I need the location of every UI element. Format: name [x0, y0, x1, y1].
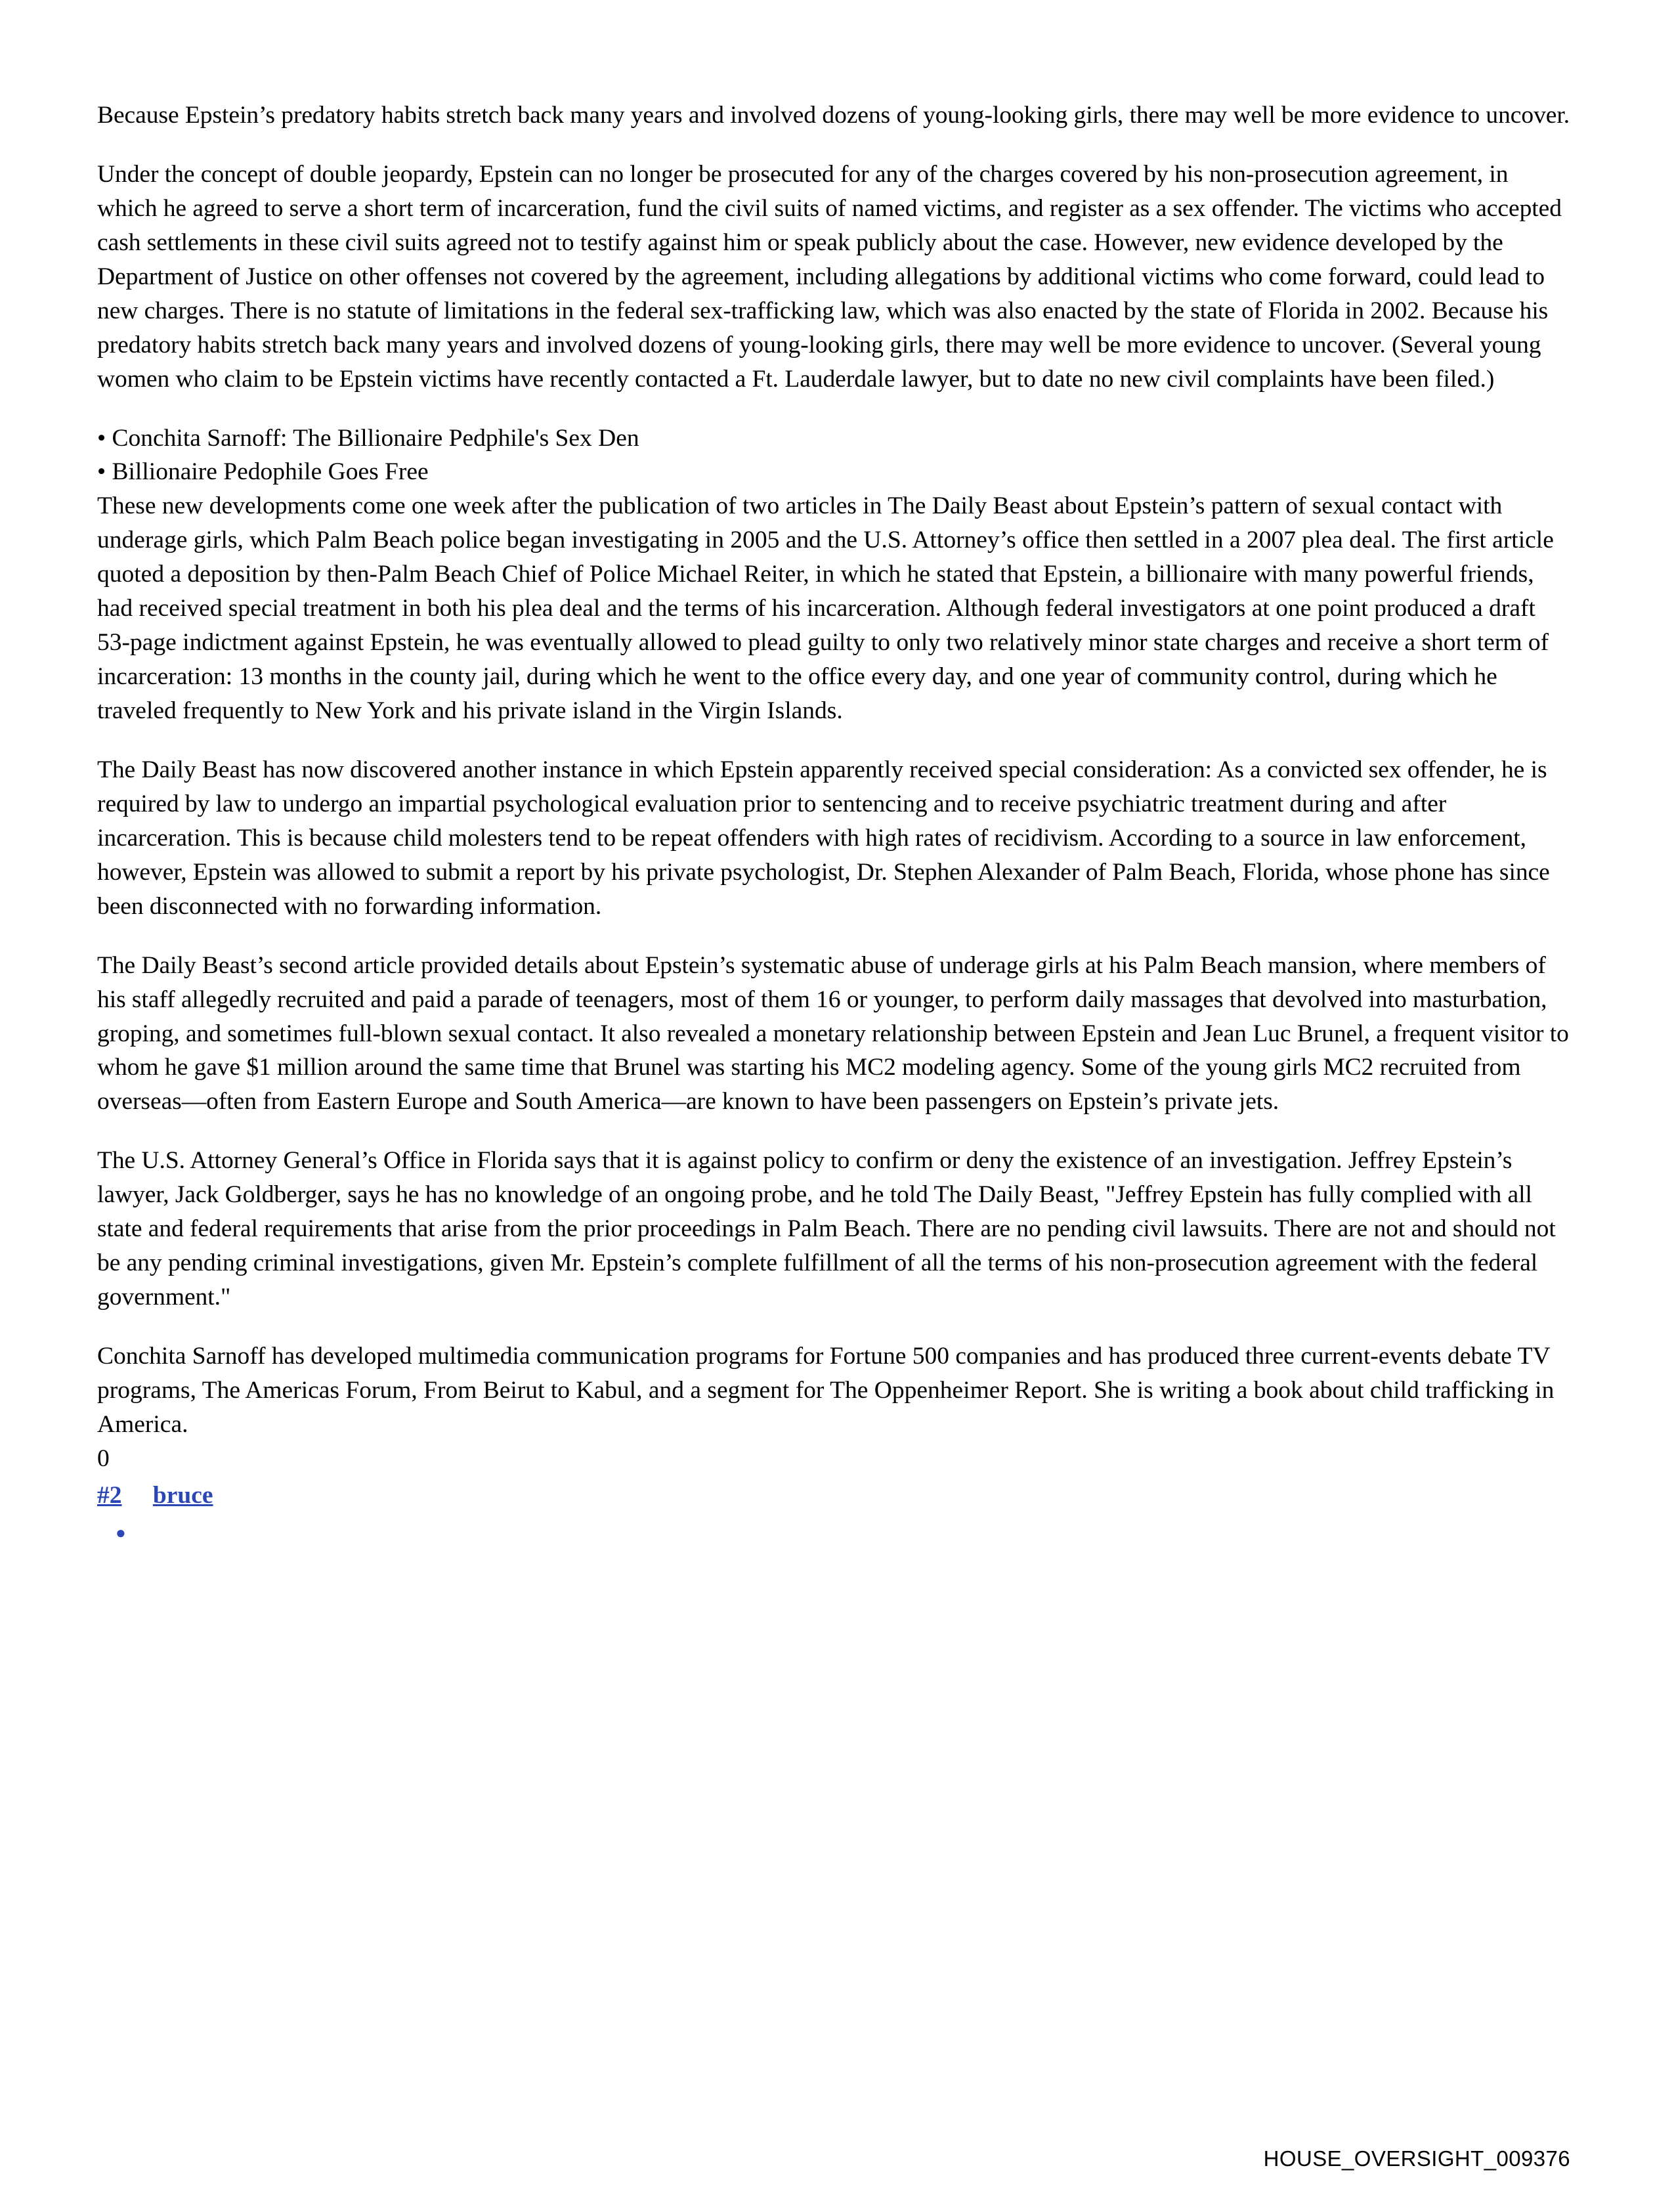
paragraph-6: Conchita Sarnoff has developed multimedia communication programs for Fortune 500 companies and has produced three current-events debate TV programs, The Americas Forum, From Beirut to Kabul, and a segment for The Oppenheimer Report. She is writing a book about child trafficking in America.: [97, 1343, 1555, 1438]
bullet-list-block: [97, 422, 1571, 728]
bates-stamp: HOUSE_OVERSIGHT_009376: [1263, 2146, 1570, 2171]
paragraph-5: The U.S. Attorney General’s Office in Florida says that it is against policy to confirm or deny the existence of an investigation. Jeffrey Epstein’s lawyer, Jack Goldberger, says he has no knowledge of an ongoing probe, and he told The Daily Beast, "Jeffrey Epstein has fully complied with all state and federal requirements that arise from the prior proceedings in Palm Beach. There are no pending civil lawsuits. There are not and should not be any pending criminal investigations, given Mr. Epstein’s complete fulfillment of all the terms of his non-prosecution agreement with the federal government.": [97, 1147, 1556, 1311]
post-link-row: [97, 1479, 1571, 1513]
post-author-link[interactable]: bruce: [152, 1481, 213, 1509]
paragraph-3: The Daily Beast has now discovered another instance in which Epstein apparently received special consideration: As a convicted sex offender, he is required by law to undergo an impartial psychological evaluation prior to sentencing and to receive psychiatric treatment during and after incarceration. This is because child molesters tend to be repeat offenders with high rates of recidivism. According to a source in law enforcement, however, Epstein was allowed to submit a report by his private psychologist, Dr. Stephen Alexander of Palm Beach, Florida, whose phone has since been disconnected with no forwarding information.: [97, 756, 1550, 920]
paragraph-2: Under the concept of double jeopardy, Epstein can no longer be prosecuted for any of the charges covered by his non-prosecution agreement, in which he agreed to serve a short term of incarceration, fund the civil suits of named victims, and register as a sex offender. The victims who accepted cash settlements in these civil suits agreed not to testify against him or speak publicly about the case. However, new evidence developed by the Department of Justice on other offenses not covered by the agreement, including allegations by additional victims who come forward, could lead to new charges. There is no statute of limitations in the federal sex-trafficking law, which was also enacted by the state of Florida in 2002. Because his predatory habits stretch back many years and involved dozens of young-looking girls, there may well be more evidence to uncover. (Several young women who claim to be Epstein victims have recently contacted a Ft. Lauderdale lawyer, but to date no new civil complaints have been filed.): [97, 160, 1562, 393]
paragraph-1: Because Epstein’s predatory habits stretch back many years and involved dozens of young-looking girls, there may well be more evidence to uncover.: [97, 102, 1570, 129]
comment-count: 0: [97, 1444, 110, 1472]
bullet-item-2: • Billionaire Pedophile Goes Free: [97, 458, 429, 486]
bullet-item-1: • Conchita Sarnoff: The Billionaire Pedphile's Sex Den: [97, 424, 639, 452]
list-bullet-marker: ●: [116, 1523, 126, 1543]
paragraph-after-bullets: These new developments come one week after the publication of two articles in The Daily Beast about Epstein’s pattern of sexual contact with underage girls, which Palm Beach police began investigating in 2005 and the U.S. Attorney’s office then settled in a 2007 plea deal. The first article quoted a deposition by then-Palm Beach Chief of Police Michael Reiter, in which he stated that Epstein, a billionaire with many powerful friends, had received special treatment in both his plea deal and the terms of his incarceration. Although federal investigators at one point produced a draft 53-page indictment against Epstein, he was eventually allowed to plead guilty to only two relatively minor state charges and receive a short term of incarceration: 13 months in the county jail, during which he went to the office every day, and one year of community control, during which he traveled frequently to New York and his private island in the Virgin Islands.: [97, 492, 1554, 724]
post-number-link[interactable]: #2: [97, 1481, 122, 1509]
document-body: [97, 98, 1571, 1542]
closing-block: [97, 1339, 1571, 1542]
paragraph-4: The Daily Beast’s second article provided details about Epstein’s systematic abuse of underage girls at his Palm Beach mansion, where members of his staff allegedly recruited and paid a parade of teenagers, most of them 16 or younger, to perform daily massages that devolved into masturbation, groping, and sometimes full-blown sexual contact. It also revealed a monetary relationship between Epstein and Jean Luc Brunel, a frequent visitor to whom he gave $1 million around the same time that Brunel was starting his MC2 modeling agency. Some of the young girls MC2 recruited from overseas—often from Eastern Europe and South America—are known to have been passengers on Epstein’s private jets.: [97, 951, 1569, 1116]
